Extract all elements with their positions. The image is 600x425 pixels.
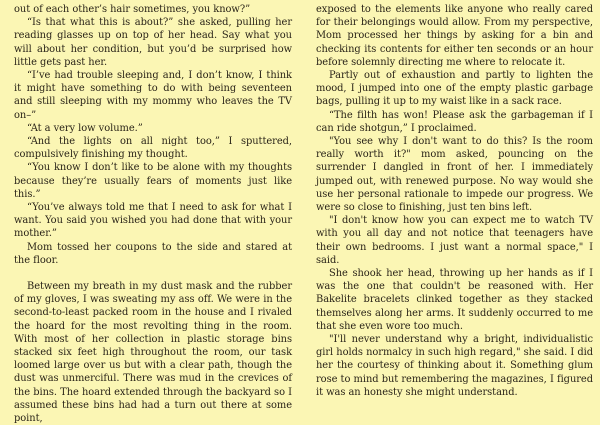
paragraph: “Is that what this is about?” she asked, pulling her reading glasses up on top of her head. Say what you will about her condition, but you’d be surprised how little gets past her. bbox=[14, 17, 292, 68]
paragraph: “The filth has won! Please ask the garbageman if I can ride shotgun,” I proclaimed. bbox=[316, 109, 593, 134]
paragraph: Mom tossed her coupons to the side and stared at the floor. bbox=[14, 241, 292, 266]
right-page-column bbox=[316, 3, 593, 399]
paragraph: “You know I don’t like to be alone with my thoughts because they’re usually fears of moments just like this.” bbox=[14, 162, 292, 200]
paragraph: “I’ve had trouble sleeping and, I don’t know, I think it might have something to do with being seventeen and still sleeping with my mommy who leaves the TV on–” bbox=[14, 70, 292, 121]
paragraph: exposed to the elements like anyone who really cared for their belongings would allow. From my perspective, Mom processed her things by asking for a bin and checking its contents for either ten seconds or an hour before solemnly directing me where to relocate it. bbox=[316, 4, 593, 68]
paragraph: Partly out of exhaustion and partly to lighten the mood, I jumped into one of the empty plastic garbage bags, pulling it up to my waist like in a sack race. bbox=[316, 70, 593, 108]
paragraph: “You’ve always told me that I need to ask for what I want. You said you wished you had done that with your mother.” bbox=[14, 202, 292, 240]
paragraph: “And the lights on all night too,” I sputtered, compulsively finishing my thought. bbox=[14, 136, 292, 161]
paragraph: out of each other’s hair sometimes, you know?” bbox=[14, 4, 251, 15]
left-page-column bbox=[14, 3, 292, 425]
paragraph: “At a very low volume.” bbox=[27, 122, 143, 134]
paragraph: She shook her head, throwing up her hands as if I was the one that couldn't be reasoned with. Her Bakelite bracelets clinked together as they stacked themselves along her arms. It suddenly occurred to me that she even wore too much. bbox=[316, 268, 593, 332]
paragraph: "I don't know how you can expect me to watch TV with you all day and not notice that teenagers have their own bedrooms. I just want a normal space," I said. bbox=[316, 215, 593, 266]
paragraph: "I'll never understand why a bright, individualistic girl holds normalcy in such high regard," she said. I did her the courtesy of thinking about it. Something glum rose to mind but remembering the magazines, I figured it was an honesty she might understand. bbox=[316, 334, 593, 398]
paragraph: Between my breath in my dust mask and the rubber of my gloves, I was sweating my ass off. We were in the second-to-least packed room in the house and I rivaled the hoard for the most revolting thing in the room. With most of her collection in plastic storage bins stacked six feet high throughout the room, our task loomed large over us but with a clear path, though the dust was unmerciful. There was mud in the crevices of the bins. The hoard extended through the backyard so I assumed these bins had had a turn out there at some point, bbox=[14, 281, 292, 425]
paragraph: "You see why I don't want to do this? Is the room really worth it?" mom asked, pouncing on the surrender I dangled in front of her. I immediately jumped out, with renewed purpose. No way would she use her personal rationale to impede our progress. We were so close to finishing, just ten bins left. bbox=[316, 136, 593, 214]
